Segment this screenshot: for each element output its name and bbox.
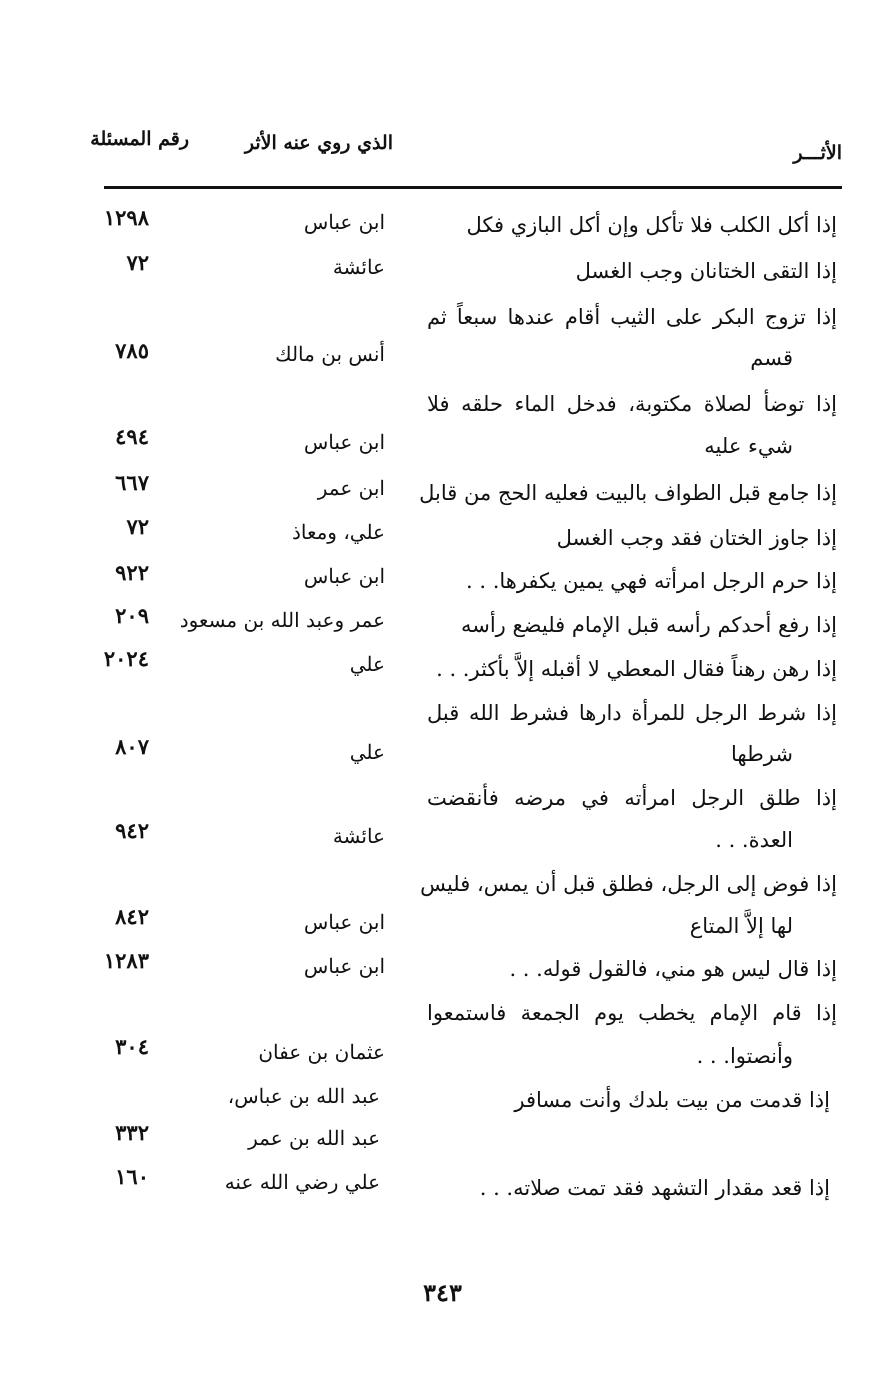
athar-text: إذا طلق الرجل امرأته في مرضه فأنقضت	[427, 786, 837, 810]
athar-continuation: وأنصتوا. . .	[696, 1044, 793, 1068]
narrator-text: علي	[349, 652, 385, 676]
issue-number: ٢٠٢٤	[103, 646, 149, 671]
narrator-text: عائشة	[332, 255, 385, 279]
issue-number: ٣٣٢	[115, 1120, 149, 1145]
athar-text: إذا شرط الرجل للمرأة دارها فشرط الله قبل	[427, 701, 837, 725]
issue-number: ٣٠٤	[115, 1034, 149, 1059]
athar-text: إذا جاوز الختان فقد وجب الغسل	[556, 526, 837, 550]
column-header-narrator: الذي روي عنه الأثر	[244, 132, 393, 154]
narrator-text: عمر وعبد الله بن مسعود	[179, 608, 385, 632]
athar-text: إذا تزوج البكر على الثيب أقام عندها سبعاً ثم	[427, 305, 837, 329]
athar-text: إذا رفع أحدكم رأسه قبل الإمام فليضع رأسه	[460, 613, 837, 637]
narrator-text: ابن عباس	[303, 954, 385, 978]
athar-continuation: العدة. . .	[715, 828, 793, 852]
narrator-text: علي، ومعاذ	[291, 520, 385, 544]
narrator-text: عثمان بن عفان	[258, 1040, 385, 1064]
athar-text: إذا جامع قبل الطواف بالبيت فعليه الحج من قابل	[419, 481, 837, 505]
athar-text: إذا قال ليس هو مني، فالقول قوله. . .	[509, 957, 837, 981]
header-rule	[104, 186, 842, 189]
athar-text: إذا حرم الرجل امرأته فهي يمين يكفرها. . .	[466, 569, 837, 593]
issue-number: ٧٢	[126, 514, 149, 539]
issue-number: ٤٩٤	[115, 424, 149, 449]
athar-text: إذا أكل الكلب فلا تأكل وإن أكل البازي فكل	[466, 213, 837, 237]
narrator-text: عبد الله بن عباس،	[227, 1084, 380, 1108]
narrator-text: ابن عمر	[317, 476, 385, 500]
page-number: ٣٤٣	[423, 1278, 462, 1307]
issue-number: ١٢٩٨	[103, 205, 149, 230]
narrator-text: ابن عباس	[303, 430, 385, 454]
narrator-text: علي رضي الله عنه	[224, 1170, 380, 1194]
athar-text: إذا فوض إلى الرجل، فطلق قبل أن يمس، فليس	[420, 872, 837, 896]
athar-text: إذا رهن رهناً فقال المعطي لا أقبله إلاَّ بأكثر. . .	[436, 657, 837, 681]
athar-continuation: شرطها	[731, 742, 793, 766]
athar-text: إذا قام الإمام يخطب يوم الجمعة فاستمعوا	[427, 1001, 837, 1025]
issue-number: ٢٠٩	[115, 603, 149, 628]
issue-number: ٨٠٧	[115, 734, 149, 759]
column-header-athar: الأثـــر	[793, 142, 842, 164]
narrator-text: ابن عباس	[303, 910, 385, 934]
athar-text: إذا قعد مقدار التشهد فقد تمت صلاته. . .	[479, 1176, 830, 1200]
athar-continuation: شيء عليه	[704, 434, 793, 458]
athar-text: إذا توضأ لصلاة مكتوبة، فدخل الماء حلقه فلا	[427, 392, 837, 416]
issue-number: ٨٤٢	[115, 904, 149, 929]
issue-number: ١٢٨٣	[103, 948, 149, 973]
athar-text: إذا التقى الختانان وجب الغسل	[575, 259, 837, 283]
narrator-text: علي	[349, 740, 385, 764]
athar-continuation: قسم	[750, 346, 793, 370]
narrator-text: ابن عباس	[303, 564, 385, 588]
narrator-text-second: عبد الله بن عمر	[248, 1126, 380, 1150]
issue-number: ١٦٠	[115, 1164, 149, 1189]
issue-number: ٧٨٥	[115, 338, 149, 363]
athar-continuation: لها إلاَّ المتاع	[689, 914, 793, 938]
issue-number: ٧٢	[126, 250, 149, 275]
issue-number: ٦٦٧	[115, 470, 149, 495]
athar-text: إذا قدمت من بيت بلدك وأنت مسافر	[514, 1088, 830, 1112]
column-header-number: رقم المسئلة	[90, 128, 189, 150]
narrator-text: أنس بن مالك	[275, 342, 385, 366]
issue-number: ٩٢٢	[115, 560, 149, 585]
narrator-text: عائشة	[332, 824, 385, 848]
issue-number: ٩٤٢	[115, 818, 149, 843]
narrator-text: ابن عباس	[303, 210, 385, 234]
